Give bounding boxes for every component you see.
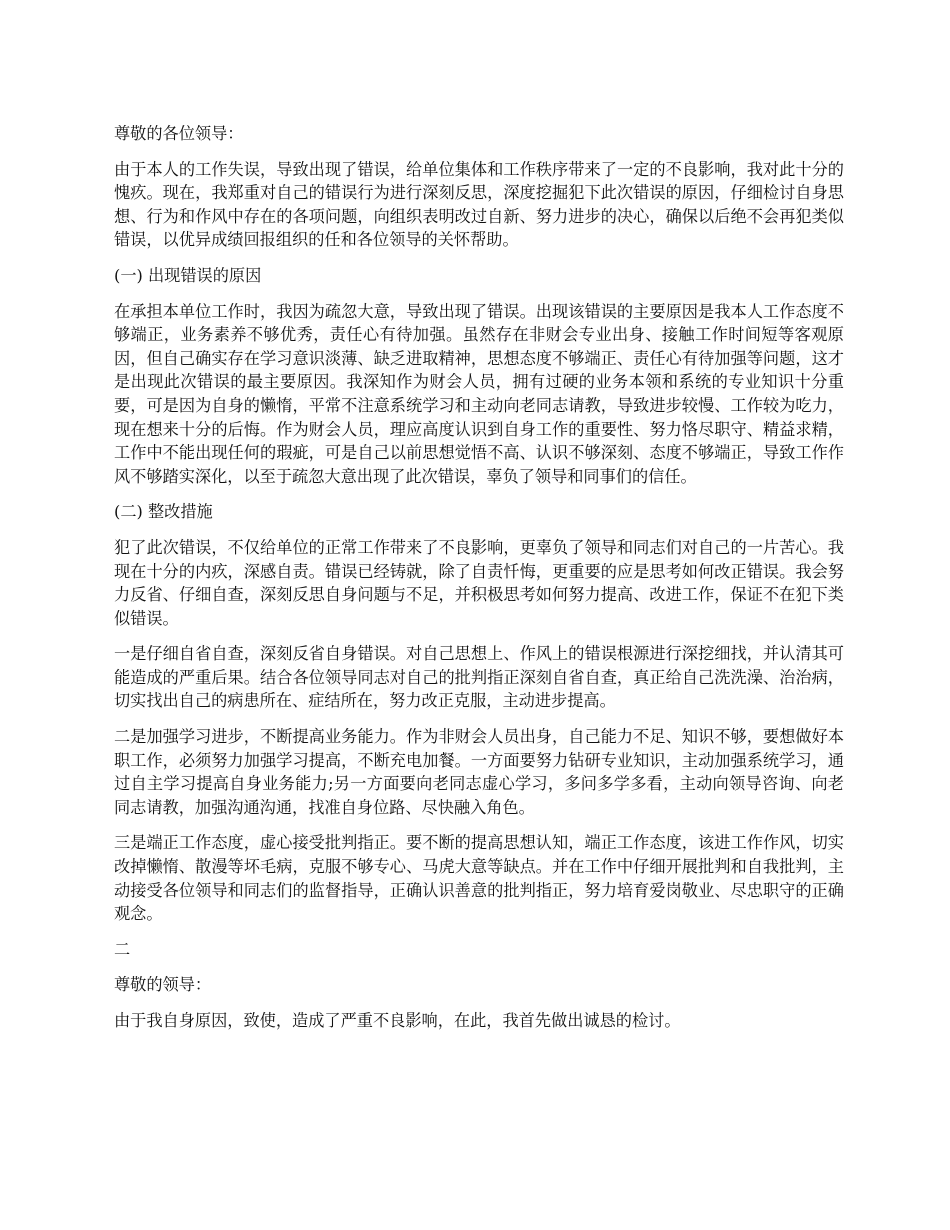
measure-three-paragraph: 三是端正工作态度，虚心接受批判指正。要不断的提高思想认知，端正工作态度，该进工作作风，切实改掉懒惰、散漫等坏毛病，克服不够专心、马虎大意等缺点。并在工作中仔细开展批判和自我批判，主动接受各位领导和同志们的监督指导，正确认识善意的批判指正，努力培育爱岗敬业、尽忠职守的正确观念。 bbox=[114, 833, 844, 924]
measure-one-paragraph: 一是仔细自省自查，深刻反省自身错误。对自己思想上、作风上的错误根源进行深挖细找，并认清其可能造成的严重后果。结合各位领导同志对自己的批判指正深刻自省自查，真正给自己洗洗澡、治治病，切实找出自己的病患所在、症结所在，努力改正克服，主动进步提高。 bbox=[114, 644, 844, 711]
document-page bbox=[114, 122, 844, 1045]
section-heading-measures: (二) 整改措施 bbox=[114, 502, 213, 522]
second-letter-marker: 二 bbox=[114, 939, 131, 959]
second-opening-paragraph: 由于我自身原因，致使，造成了严重不良影响，在此，我首先做出诚恳的检讨。 bbox=[114, 1011, 681, 1030]
measure-two-paragraph: 二是加强学习进步，不断提高业务能力。作为非财会人员出身，自己能力不足、知识不够，要想做好本职工作，必须努力加强学习提高，不断充电加餐。一方面要努力钻研专业知识，主动加强系统学习，通过自主学习提高自身业务能力;另一方面要向老同志虚心学习，多问多学多看，主动向领导咨询、向老同志请教，加强沟通沟通，找准自身位路、尽快融入角色。 bbox=[114, 727, 844, 817]
measures-intro-paragraph: 犯了此次错误，不仅给单位的正常工作带来了不良影响，更辜负了领导和同志们对自己的一片苦心。我现在十分的内疚，深感自责。错误已经铸就，除了自责忏悔，更重要的应是思考如何改正错误。我会努力反省、仔细自查，深刻反思自身问题与不足，并积极思考如何努力提高、改进工作，保证不在犯下类似错误。 bbox=[114, 537, 844, 628]
second-salutation: 尊敬的领导： bbox=[114, 975, 212, 995]
causes-paragraph: 在承担本单位工作时，我因为疏忽大意，导致出现了错误。出现该错误的主要原因是我本人工作态度不够端正，业务素养不够优秀，责任心有待加强。虽然存在非财会专业出身、接触工作时间短等客观原因，但自己确实存在学习意识淡薄、缺乏进取精神，思想态度不够端正、责任心有待加强等问题，这才是出现此次错误的最主要原因。我深知作为财会人员，拥有过硬的业务本领和系统的专业知识十分重要，可是因为自身的懒惰，平常不注意系统学习和主动向老同志请教，导致进步较慢、工作较为吃力，现在想来十分的后悔。作为财会人员，理应高度认识到自身工作的重要性、努力恪尽职守、精益求精，工作中不能出现任何的瑕疵，可是自己以前思想觉悟不高、认识不够深刻、态度不够端正，导致工作作风不够踏实深化，以至于疏忽大意出现了此次错误，辜负了领导和同事们的信任。 bbox=[114, 301, 844, 486]
salutation: 尊敬的各位领导： bbox=[114, 124, 244, 143]
section-heading-causes: (一) 出现错误的原因 bbox=[114, 265, 262, 285]
intro-paragraph: 由于本人的工作失误，导致出现了错误，给单位集体和工作秩序带来了一定的不良影响，我对此十分的愧疚。现在，我郑重对自己的错误行为进行深刻反思，深度挖掘犯下此次错误的原因，仔细检讨自身思想、行为和作风中存在的各项问题，向组织表明改过自新、努力进步的决心，确保以后绝不会再犯类似错误，以优异成绩回报组织的任和各位领导的关怀帮助。 bbox=[114, 159, 844, 250]
